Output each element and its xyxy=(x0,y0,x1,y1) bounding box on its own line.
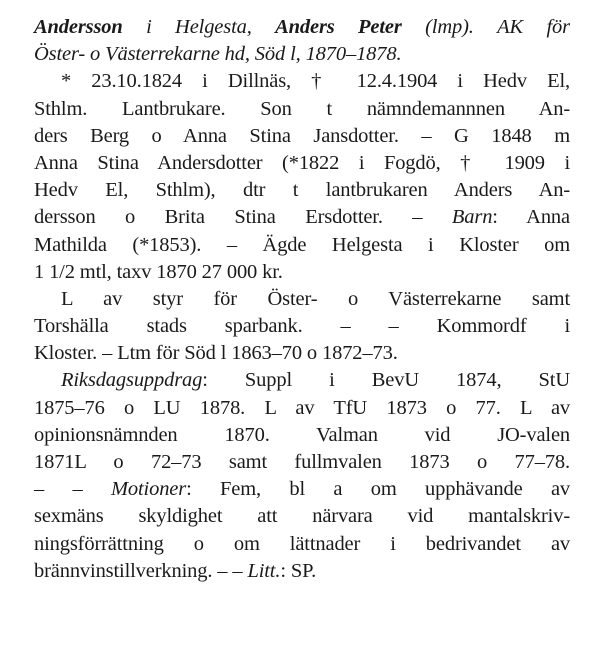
text-line-birth: * 23.10.1824 i Dillnäs, † 12.4.1904 i Hedv El, xyxy=(61,70,570,93)
text-segment: : SP. xyxy=(280,559,317,582)
entry-heading-line-1 xyxy=(34,14,570,41)
text-segment: : Anna xyxy=(492,206,570,229)
text-line-literature xyxy=(34,558,570,585)
text-line: ders Berg o Anna Stina Jansdotter. – G 1848 m xyxy=(34,124,570,147)
text-line-motions xyxy=(34,476,570,503)
text-segment: brännvinstillverkning. – – xyxy=(34,559,243,582)
text-line: Hedv El, Sthlm), dtr t lantbrukaren Anders An- xyxy=(34,179,570,202)
motions-label: Motioner xyxy=(110,478,187,501)
given-names: Anders Peter xyxy=(275,16,402,38)
text-line: Mathilda (*1853). – Ägde Helgesta i Kloster om xyxy=(34,233,570,256)
literature-label: Litt. xyxy=(247,559,281,582)
text-line: Anna Stina Andersdotter (*1822 i Fogdö, † 1909 i xyxy=(34,151,570,174)
text-line: 1871L o 72–73 samt fullmvalen 1873 o 77–78. xyxy=(34,451,570,473)
text-segment: : Suppl i BevU 1874, StU xyxy=(202,369,570,392)
text-line: opinionsnämnden 1870. Valman vid JO-valen xyxy=(34,423,570,446)
text-line: sexmäns skyldighet att närvara vid mantalskriv- xyxy=(34,505,570,528)
biography-entry xyxy=(34,14,570,585)
text-line-boards: L av styr för Öster- o Västerrekarne samt xyxy=(61,287,570,310)
text-line-children xyxy=(34,204,570,231)
text-line: Kloster. – Ltm för Söd l 1863–70 o 1872–73. xyxy=(34,342,398,365)
text-line: Sthlm. Lantbrukare. Son t nämndemannnen An- xyxy=(34,97,570,120)
text-segment: – – xyxy=(34,478,83,501)
party-affiliation: (lmp). xyxy=(425,16,474,38)
text-segment: : Fem, bl a om upphävande av xyxy=(186,478,570,501)
text-line: Torshälla stads sparbank. – – Kommordf i xyxy=(34,315,570,338)
text-segment: dersson o Brita Stina Ersdotter. – xyxy=(34,206,423,229)
surname: Andersson xyxy=(34,16,123,38)
text-line: 1875–76 o LU 1878. L av TfU 1873 o 77. L av xyxy=(34,396,570,419)
chamber-role: AK för xyxy=(497,16,570,38)
place-name: i Helgesta, xyxy=(146,16,252,38)
text-line: ningsförrättning o om lättnader i bedrivandet av xyxy=(34,532,570,555)
text-line: 1 1/2 mtl, taxv 1870 27 000 kr. xyxy=(34,260,283,283)
parliament-label: Riksdagsuppdrag xyxy=(61,369,203,392)
entry-heading-line-2: Öster- o Västerrekarne hd, Söd l, 1870–1878. xyxy=(34,43,402,66)
children-label: Barn xyxy=(451,206,493,229)
text-line-parliament xyxy=(34,367,570,394)
